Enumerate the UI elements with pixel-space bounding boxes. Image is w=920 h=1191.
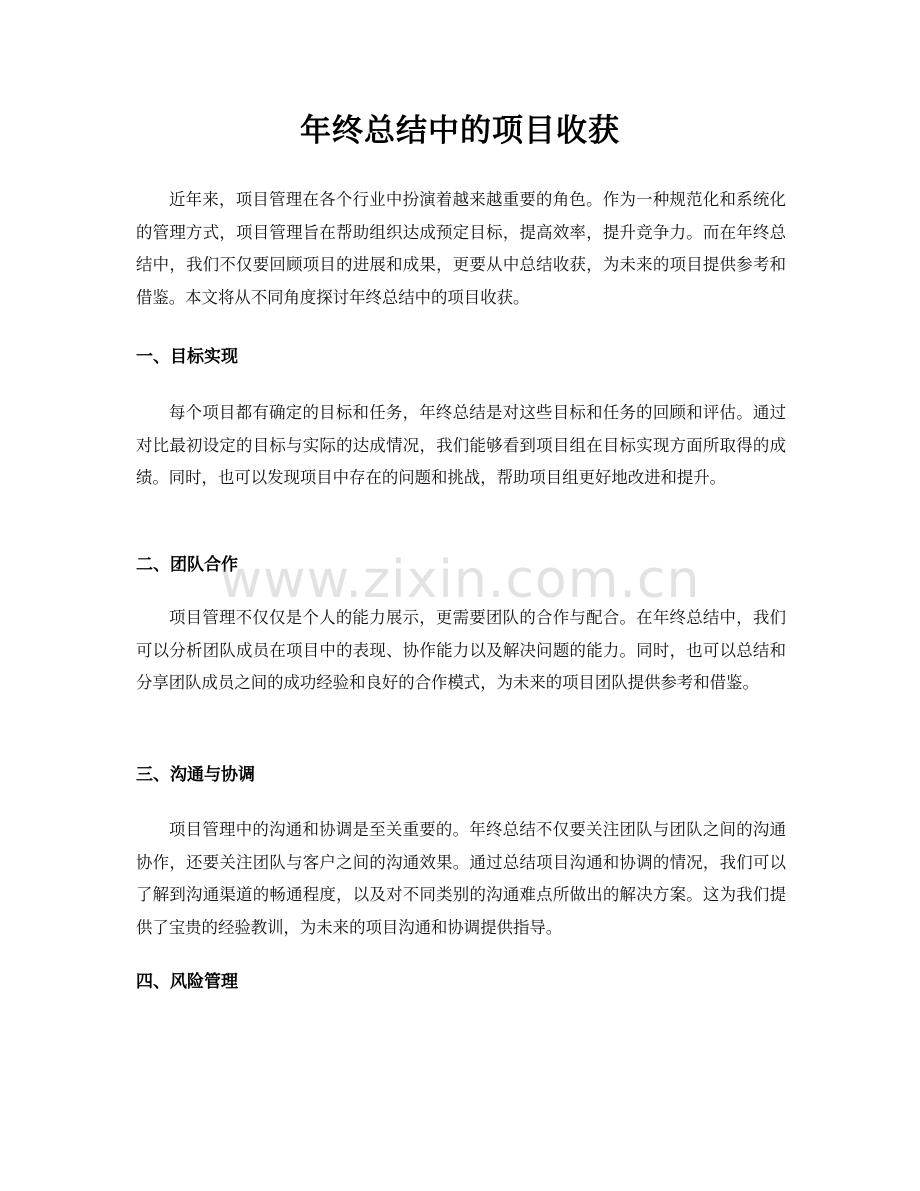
section-body-goals: 每个项目都有确定的目标和任务，年终总结是对这些目标和任务的回顾和评估。通过对比最初设定的目标与实际的达成情况，我们能够看到项目组在目标实现方面所取得的成绩。同时，也可以发现项目中存在的问题和挑战，帮助项目组更好地改进和提升。: [136, 403, 786, 487]
section-body-teamwork: 项目管理不仅仅是个人的能力展示，更需要团队的合作与配合。在年终总结中，我们可以分析团队成员在项目中的表现、协作能力以及解决问题的能力。同时，也可以总结和分享团队成员之间的成功经验和良好的合作模式，为未来的项目团队提供参考和借鉴。: [136, 608, 786, 692]
section-heading-teamwork: 二、团队合作: [136, 555, 238, 575]
section-body-communication: 项目管理中的沟通和协调是至关重要的。年终总结不仅要关注团队与团队之间的沟通协作，还要关注团队与客户之间的沟通效果。通过总结项目沟通和协调的情况，我们可以了解到沟通渠道的畅通程度，以及对不同类别的沟通难点所做出的解决方案。这为我们提供了宝贵的经验教训，为未来的项目沟通和协调提供指导。: [136, 820, 786, 937]
document-title: 年终总结中的项目收获: [300, 113, 620, 149]
section-heading-communication: 三、沟通与协调: [136, 765, 255, 785]
intro-paragraph: 近年来，项目管理在各个行业中扮演着越来越重要的角色。作为一种规范化和系统化的管理方式，项目管理旨在帮助组织达成预定目标，提高效率，提升竞争力。而在年终总结中，我们不仅要回顾项目的进展和成果，更要从中总结收获，为未来的项目提供参考和借鉴。本文将从不同角度探讨年终总结中的项目收获。: [136, 190, 786, 307]
section-heading-risk: 四、风险管理: [136, 972, 238, 992]
section-heading-goals: 一、目标实现: [136, 347, 238, 367]
watermark: www.zixin.com.cn: [219, 550, 701, 610]
